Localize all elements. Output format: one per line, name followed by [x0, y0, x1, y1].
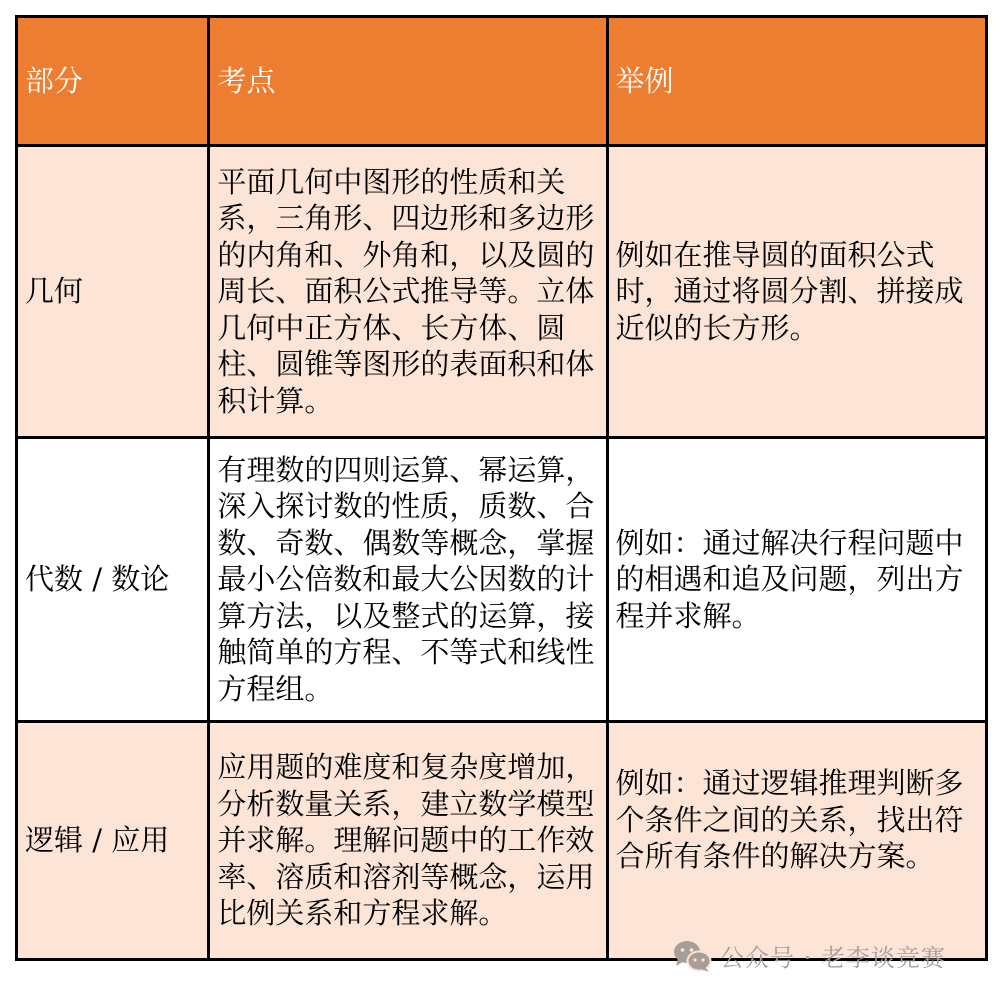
header-topics: 考点: [209, 17, 607, 146]
cell-section: 几何: [17, 146, 209, 438]
header-example: 举例: [607, 17, 986, 146]
cell-section: 代数 / 数论: [17, 438, 209, 722]
cell-topics: 有理数的四则运算、幂运算，深入探讨数的性质，质数、合数、奇数、偶数等概念，掌握最小公倍数和最大公因数的计算方法，以及整式的运算，接触简单的方程、不等式和线性方程组。: [209, 438, 607, 722]
table-row-geometry: [17, 146, 987, 438]
table-row-logic-application: [17, 722, 987, 960]
header-section: 部分: [17, 17, 209, 146]
cell-example: 例如：通过解决行程问题中的相遇和追及问题，列出方程并求解。: [607, 438, 986, 722]
cell-topics: 应用题的难度和复杂度增加，分析数量关系，建立数学模型并求解。理解问题中的工作效率、溶质和溶剂等概念，运用比例关系和方程求解。: [209, 722, 607, 960]
watermark-text: 公众号 · 老李谈竞赛: [720, 944, 946, 972]
cell-section: 逻辑 / 应用: [17, 722, 209, 960]
table-row-algebra-number-theory: [17, 438, 987, 722]
cell-topics: 平面几何中图形的性质和关系，三角形、四边形和多边形的内角和、外角和，以及圆的周长、面积公式推导等。立体几何中正方体、长方体、圆柱、圆锥等图形的表面积和体积计算。: [209, 146, 607, 438]
exam-topics-table: [15, 15, 988, 961]
header-row: [17, 17, 987, 146]
cell-example: 例如：通过逻辑推理判断多个条件之间的关系，找出符合所有条件的解决方案。: [607, 722, 986, 960]
wechat-icon: [672, 939, 712, 973]
watermark: [672, 938, 946, 973]
cell-example: 例如在推导圆的面积公式时，通过将圆分割、拼接成近似的长方形。: [607, 146, 986, 438]
